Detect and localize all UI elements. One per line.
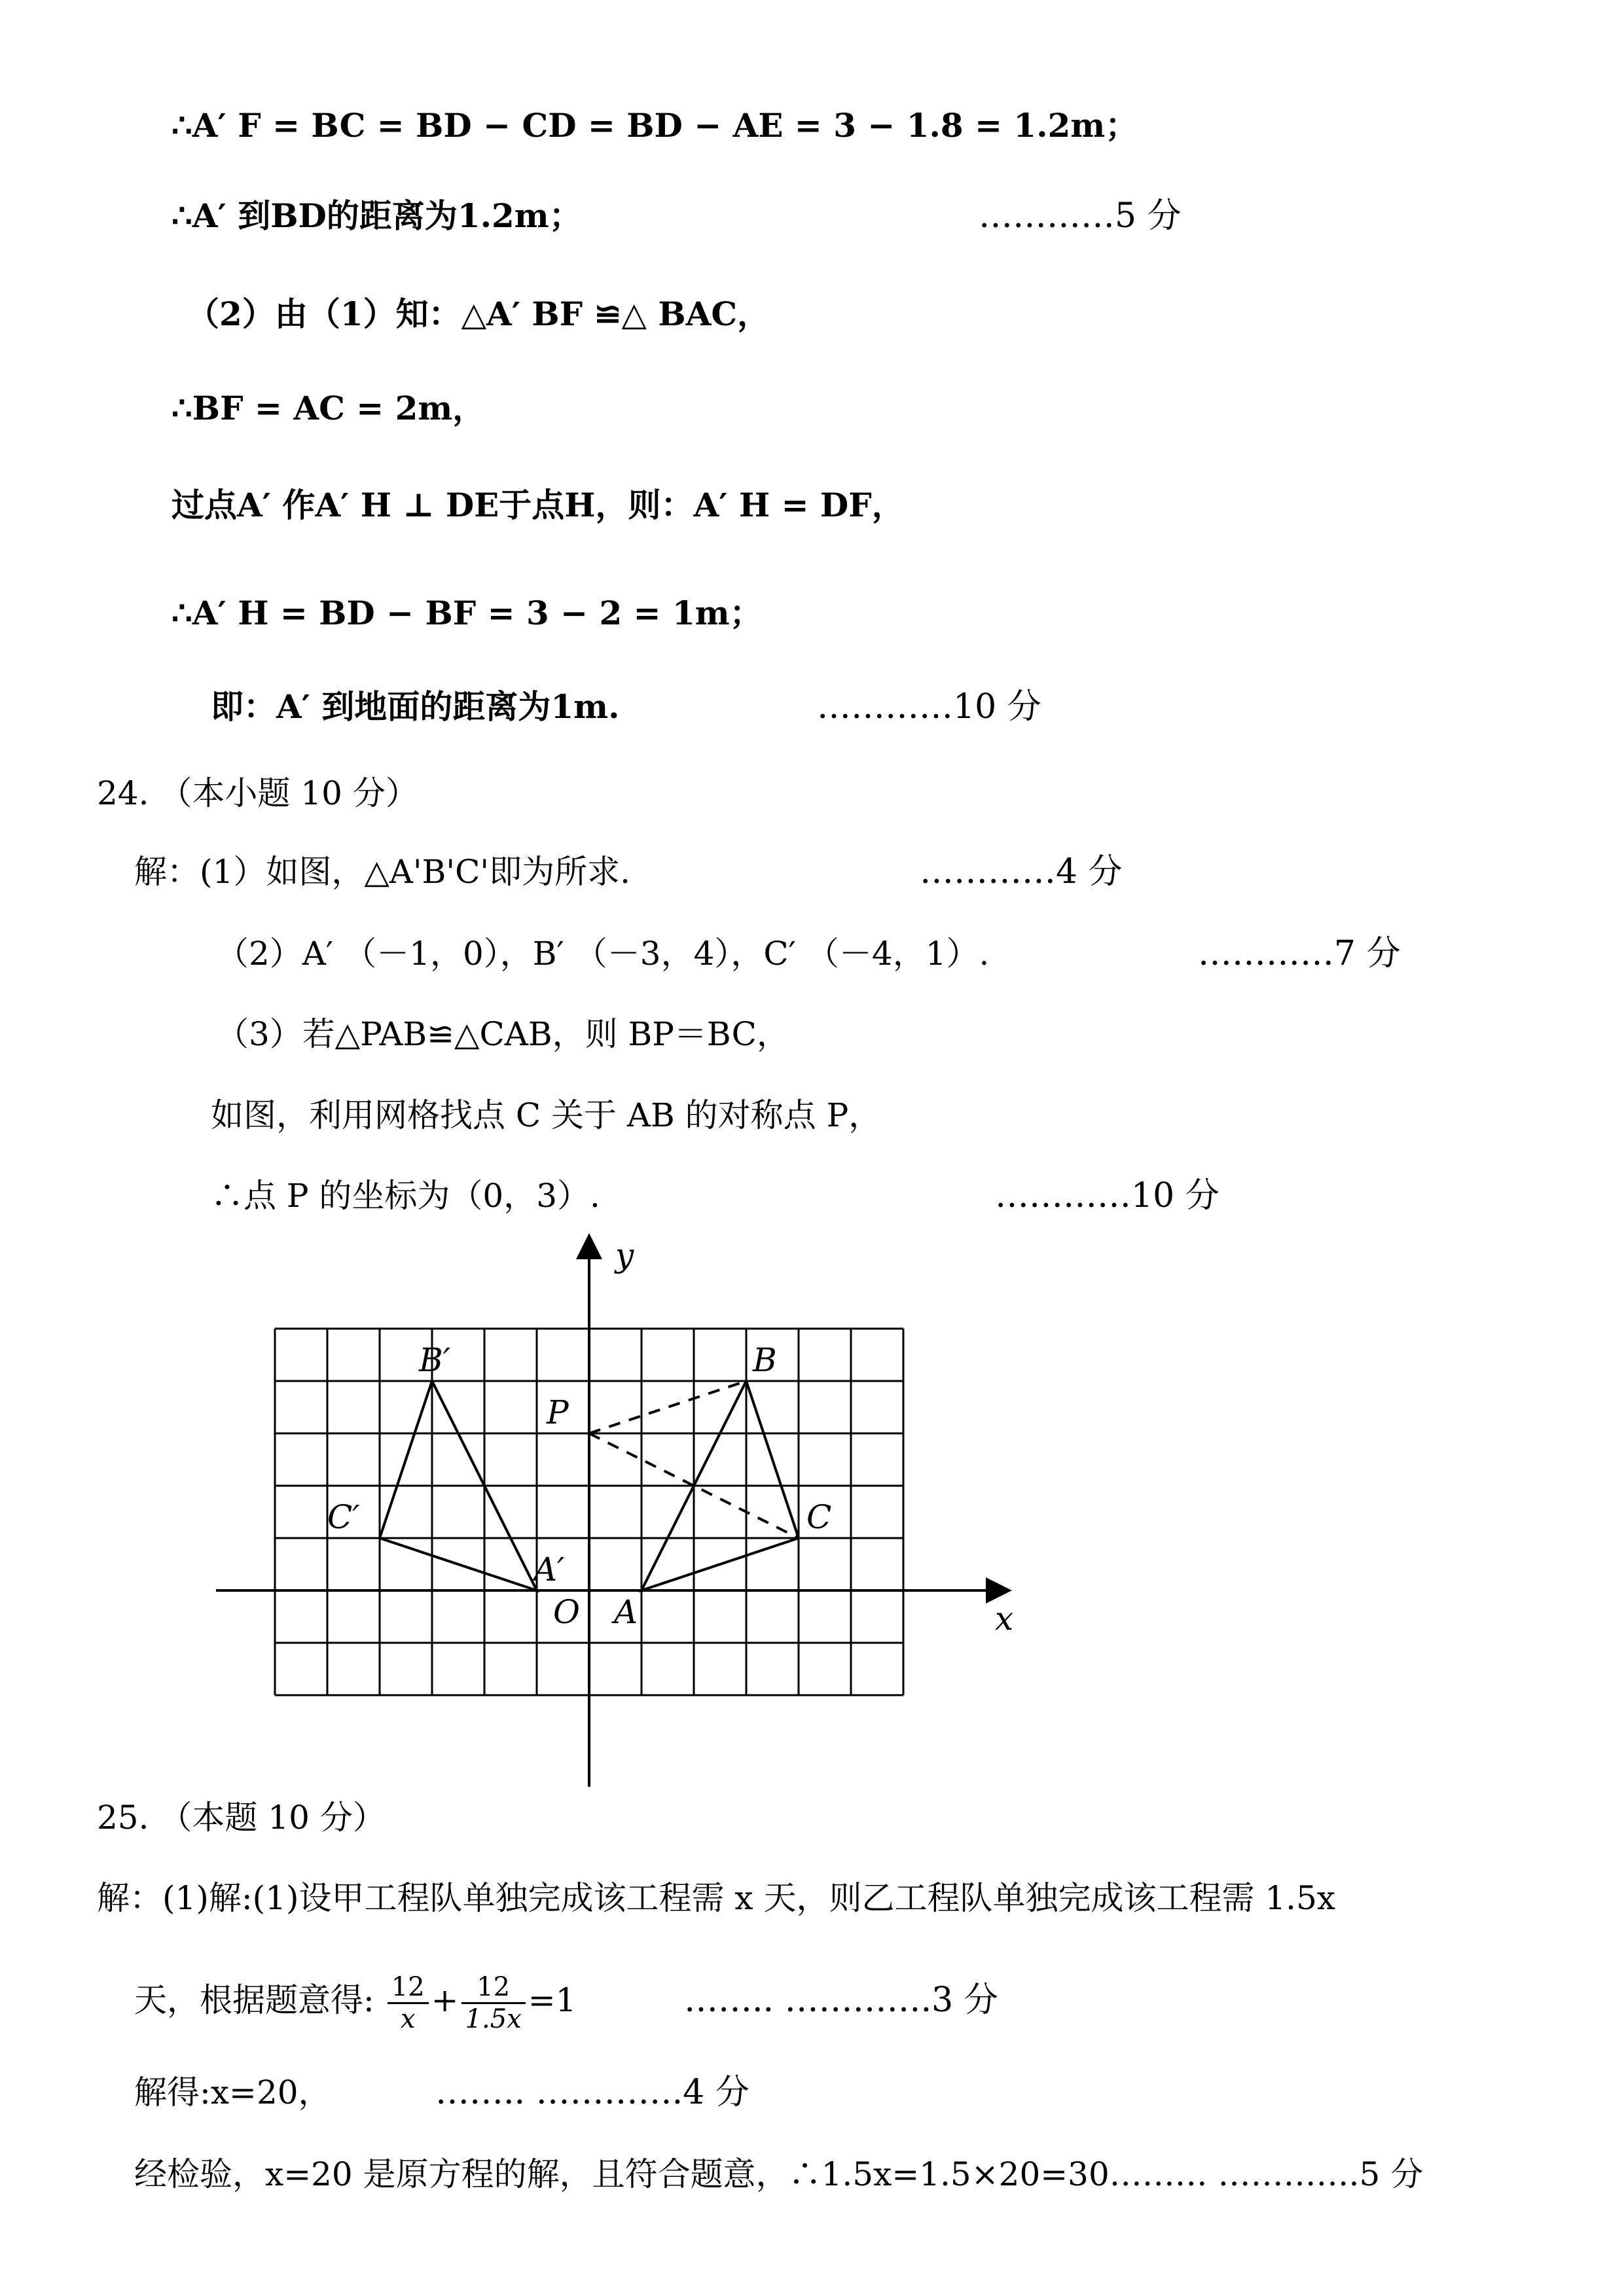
q24-line2-score: …………7 分 [1198,934,1401,973]
point-label-b: B [753,1341,777,1379]
fraction-2-denominator: 1.5x [465,2003,522,2034]
point-label-p: P [547,1393,569,1431]
point-label-b1: B′ [419,1341,451,1379]
origin-label: O [553,1593,580,1631]
s23-line2: ∴A′ 到BD的距离为1.2m； [171,196,582,235]
q25-line2-pre: 天，根据题意得: [134,1981,374,2019]
s23-line1: ∴A′ F = BC = BD − CD = BD − AE = 3 − 1.8 = 1.2m； [171,106,1138,145]
point-label-a: A [614,1593,638,1631]
q25-line2-score: …….. ………….3 分 [684,1981,998,2020]
fraction-1-numerator: 12 [388,1972,429,2004]
fraction-1 [388,1972,429,2034]
fraction-2 [461,1972,526,2034]
s23-line3: （2）由（1）知：△A′ BF ≌△ BAC， [187,295,770,333]
point-label-c1: C′ [327,1498,360,1536]
x-axis-label: x [995,1600,1014,1638]
s23-line4: ∴BF = AC = 2m， [171,389,486,427]
q25-line2 [134,1967,576,2034]
s23-line6: ∴A′ H = BD − BF = 3 − 2 = 1m； [171,594,763,632]
q24-line1-score: …………4 分 [920,852,1123,891]
q24-line2: （2）A′ （－1，0），B′ （－3，4），C′ （－4，1）. [216,935,990,973]
s23-line7: 即：A′ 到地面的距离为1m. [211,687,620,726]
point-label-c: C [806,1498,832,1536]
s23-line2-score: …………5 分 [979,196,1182,236]
q24-line5-score: …………10 分 [995,1176,1219,1215]
q25-line1: 解：(1)解:(1)设甲工程队单独完成该工程需 x 天，则乙工程队单独完成该工程需 1.5x [97,1879,1336,1917]
q24-line4: 如图，利用网格找点 C 关于 AB 的对称点 P， [211,1096,882,1134]
q25-line4: 经检验，x=20 是原方程的解，且符合题意，∴1.5x=1.5×20=30……… ………….5 分 [134,2155,1424,2193]
point-labels [327,1236,1013,1638]
q25-line2-post: =1 [528,1981,577,2019]
q24-line1: 解：(1）如图，△A'B'C'即为所求. [134,853,631,891]
fraction-1-denominator: x [400,2003,416,2034]
q24-line3: （3）若△PAB≌△CAB，则 BP＝BC， [216,1015,789,1053]
q25-line3: 解得:x=20， [134,2073,331,2111]
q25-header: 25. （本题 10 分） [97,1799,386,1837]
q24-header: 24. （本小题 10 分） [97,774,418,812]
s23-line7-score: …………10 分 [817,687,1041,726]
q24-line5: ∴点 P 的坐标为（0，3）. [211,1177,600,1215]
fraction-2-numerator: 12 [461,1972,526,2004]
q25-line3-score: …….. ………….4 分 [435,2073,749,2112]
y-axis-label: y [615,1236,634,1274]
s23-line5: 过点A′ 作A′ H ⊥ DE于点H，则：A′ H = DF， [171,486,905,524]
point-label-a1: A′ [533,1551,565,1588]
plus-sign: + [431,1981,459,2019]
